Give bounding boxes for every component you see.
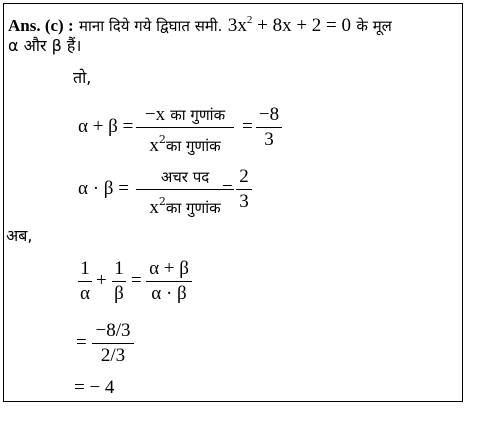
to-label: तो, (73, 68, 92, 87)
ab-label: अब, (6, 226, 33, 245)
recip-plus: + (96, 270, 107, 291)
product-lhs: α · β = (78, 178, 129, 199)
sum-result: −8 3 (256, 104, 282, 151)
recip-fraction-2: 1 β (112, 258, 126, 305)
final-result: = − 4 (74, 377, 115, 398)
answer-label: Ans. (c) : (8, 16, 74, 35)
intro-text: माना दिये गये द्विघात समी. (79, 17, 223, 35)
intro-line-1 (8, 10, 392, 36)
sum-equals: = (242, 116, 253, 137)
given-equation: $3x^2 + 8x + 2 = 0$ (227, 14, 352, 36)
recip-fraction-1: 1 α (78, 258, 92, 305)
recip-equals: = (131, 270, 142, 291)
intro-text-end: के मूल (356, 17, 392, 35)
sum-fraction: −x का गुणांक $x^2का$ गुणांक (136, 104, 234, 157)
step2-fraction: −8/3 2/3 (92, 320, 134, 367)
product-result: 2 3 (236, 166, 252, 213)
step2-equals: = (76, 332, 87, 353)
intro-line-2: α और β हैं। (8, 36, 82, 55)
sum-lhs: α + β = (78, 116, 134, 137)
product-equals: = (222, 178, 233, 199)
recip-fraction-3: α + β α · β (146, 258, 192, 305)
product-fraction: अचर पद $x^2का$ गुणांक (136, 166, 234, 219)
